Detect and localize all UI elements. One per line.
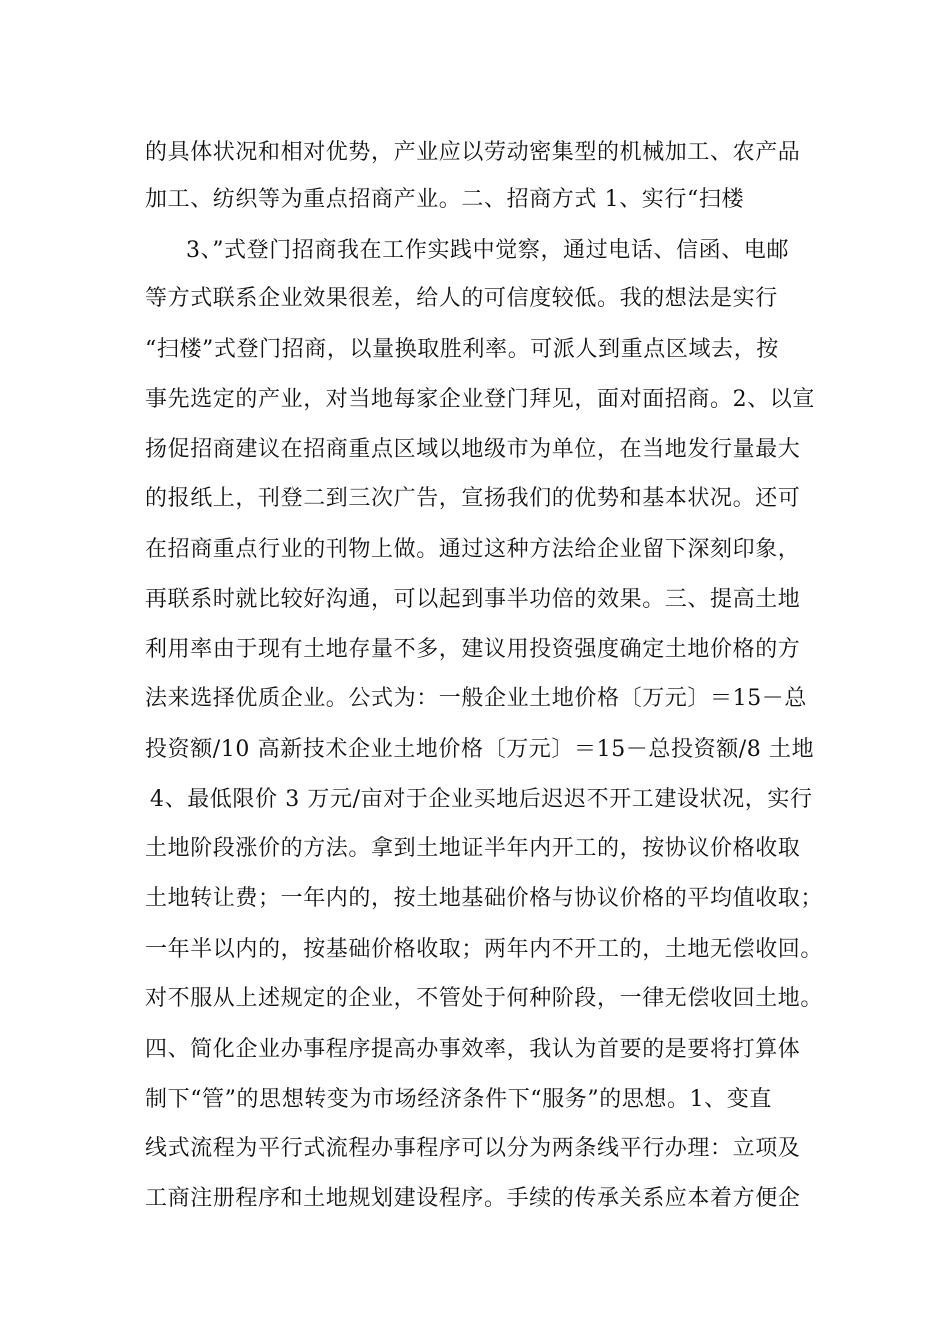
text-line: 的报纸上，刊登二到三次广告，宣扬我们的优势和基本状况。还可 (145, 486, 801, 511)
text-line: 四、简化企业办事程序提高办事效率，我认为首要的是要将打算体 (145, 1037, 801, 1062)
text-line: 工商注册程序和土地规划建设程序。手续的传承关系应本着方便企 (145, 1186, 801, 1211)
text-line: 土地阶段涨价的方法。拿到土地证半年内开工的，按协议价格收取 (145, 836, 801, 861)
text-line: 加工、纺织等为重点招商产业。二、招商方式 1、实行“扫楼 (145, 187, 745, 212)
text-line: 对不服从上述规定的企业，不管处于何种阶段，一律无偿收回土地。 (145, 986, 824, 1011)
text-line: 利用率由于现有土地存量不多，建议用投资强度确定土地价格的方 (145, 637, 801, 662)
text-line: 再联系时就比较好沟通，可以起到事半功倍的效果。三、提高土地 (145, 587, 801, 612)
text-line: 在招商重点行业的刊物上做。通过这种方法给企业留下深刻印象， (145, 537, 801, 562)
text-line: 土地转让费；一年内的，按土地基础价格与协议价格的平均值收取； (145, 886, 824, 911)
text-line: 投资额/10 高新技术企业土地价格〔万元〕＝15－总投资额/8 土地 (145, 737, 815, 762)
text-line: 4、最低限价 3 万元/亩对于企业买地后迟迟不开工建设状况，实行 (150, 787, 813, 812)
text-line: 事先选定的产业，对当地每家企业登门拜见，面对面招商。2、以宣 (145, 387, 815, 412)
text-line: 一年半以内的，按基础价格收取；两年内不开工的，土地无偿收回。 (145, 937, 824, 962)
text-line: 的具体状况和相对优势，产业应以劳动密集型的机械加工、农产品 (145, 140, 801, 165)
text-line: 线式流程为平行式流程办事程序可以分为两条线平行办理：立项及 (145, 1136, 801, 1161)
text-line: 3、”式登门招商我在工作实践中觉察，通过电话、信函、电邮 (186, 238, 790, 263)
text-line: 等方式联系企业效果很差，给人的可信度较低。我的想法是实行 (145, 286, 778, 311)
text-line: “扫楼”式登门招商，以量换取胜利率。可派人到重点区域去，按 (145, 337, 779, 362)
text-line: 制下“管”的思想转变为市场经济条件下“服务”的思想。1、变直 (145, 1087, 772, 1112)
text-line: 扬促招商建议在招商重点区域以地级市为单位，在当地发行量最大 (145, 437, 801, 462)
text-line: 法来选择优质企业。公式为：一般企业土地价格〔万元〕＝15－总 (145, 686, 807, 711)
